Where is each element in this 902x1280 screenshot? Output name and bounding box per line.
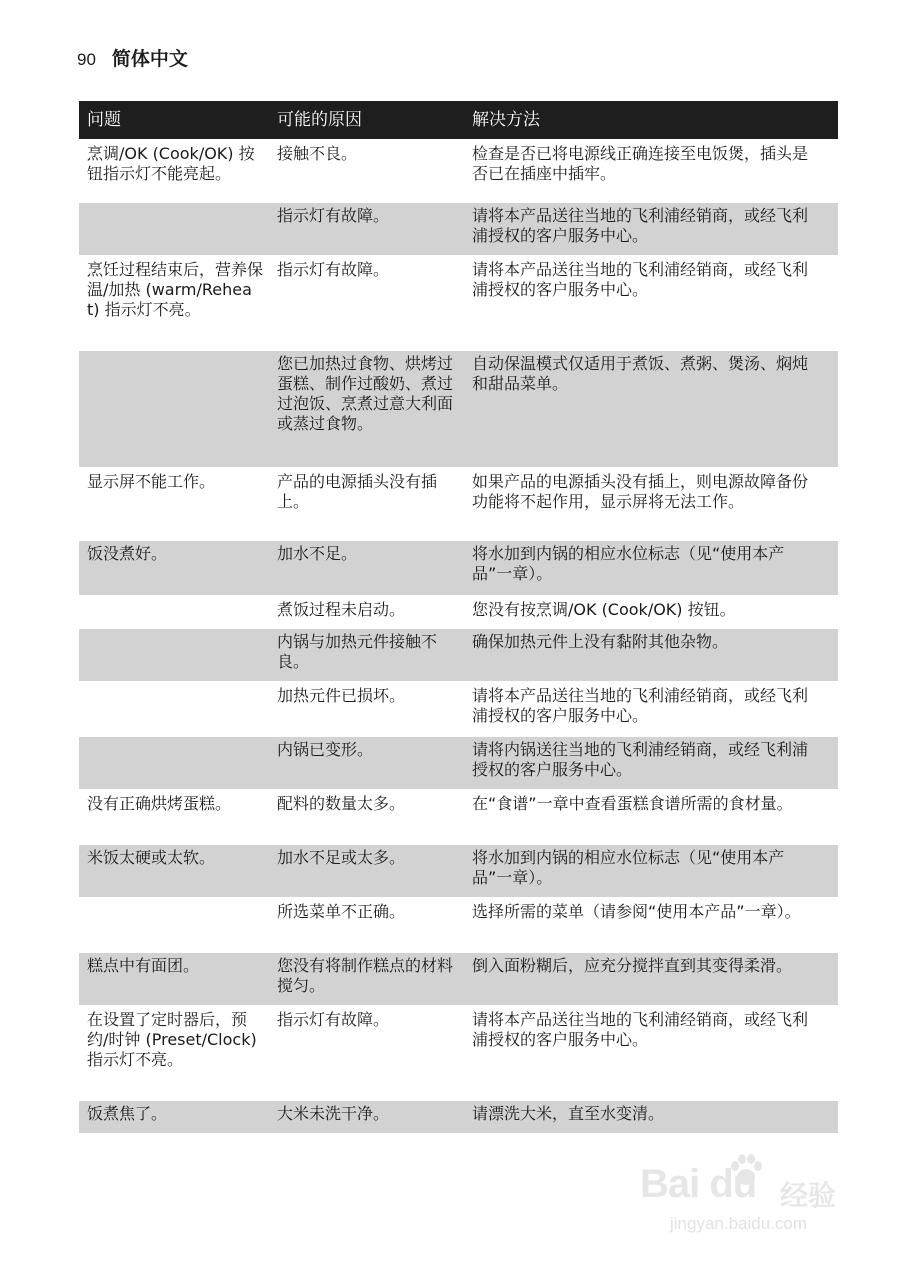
solution-cell: 您没有按烹调/OK (Cook/OK) 按钮。 xyxy=(472,600,736,619)
column-header-cause: 可能的原因 xyxy=(277,110,362,130)
solution-cell: 请将内锅送往当地的飞利浦经销商，或经飞利浦授权的客户服务中心。 xyxy=(472,740,809,779)
column-header-problem: 问题 xyxy=(87,110,121,130)
table-row xyxy=(79,141,838,201)
section-title: 简体中文 xyxy=(111,48,188,70)
table-row xyxy=(79,629,838,681)
watermark-brand: 经验 xyxy=(780,1179,837,1212)
baidu-jingyan-watermark xyxy=(640,1150,850,1250)
solution-cell: 确保加热元件上没有黏附其他杂物。 xyxy=(472,632,729,651)
watermark-logo: Bai du xyxy=(640,1162,757,1206)
problem-cell xyxy=(79,600,269,627)
table-row xyxy=(79,1007,838,1099)
cause-cell: 指示灯有故障。 xyxy=(277,206,390,225)
solution-cell: 请将本产品送往当地的飞利浦经销商，或经飞利浦授权的客户服务中心。 xyxy=(472,260,809,299)
problem-cell: 没有正确烘烤蛋糕。 xyxy=(87,794,232,813)
cause-cell: 加热元件已损坏。 xyxy=(277,686,406,705)
cause-cell: 指示灯有故障。 xyxy=(277,1010,390,1029)
problem-cell xyxy=(79,902,269,951)
solution-cell: 请将本产品送往当地的飞利浦经销商，或经飞利浦授权的客户服务中心。 xyxy=(472,206,809,245)
cause-cell: 煮饭过程未启动。 xyxy=(277,600,406,619)
cause-cell: 您已加热过食物、烘烤过蛋糕、制作过酸奶、煮过过泡饭、烹煮过意大利面或蒸过食物。 xyxy=(277,354,454,433)
cause-cell: 大米未洗干净。 xyxy=(277,1104,390,1123)
cause-cell: 内锅已变形。 xyxy=(277,740,374,759)
problem-cell xyxy=(79,632,269,681)
cause-cell: 所选菜单不正确。 xyxy=(277,902,406,921)
table-row xyxy=(79,899,838,951)
page-header xyxy=(77,44,188,71)
problem-cell xyxy=(79,206,269,255)
solution-cell: 请将本产品送往当地的飞利浦经销商，或经飞利浦授权的客户服务中心。 xyxy=(472,1010,809,1049)
problem-cell: 米饭太硬或太软。 xyxy=(87,848,216,867)
cause-cell: 您没有将制作糕点的材料搅匀。 xyxy=(277,956,454,995)
problem-cell xyxy=(79,686,269,735)
table-row xyxy=(79,203,838,255)
problem-cell: 烹调/OK (Cook/OK) 按钮指示灯不能亮起。 xyxy=(87,144,255,183)
column-header-solution: 解决方法 xyxy=(472,110,540,130)
cause-cell: 加水不足。 xyxy=(277,544,358,563)
cause-cell: 指示灯有故障。 xyxy=(277,260,390,279)
table-row xyxy=(79,469,838,539)
problem-cell: 饭没煮好。 xyxy=(87,544,168,563)
problem-cell: 糕点中有面团。 xyxy=(87,956,200,975)
problem-cell xyxy=(79,740,269,789)
troubleshooting-table xyxy=(79,101,838,1135)
table-row xyxy=(79,257,838,349)
cause-cell: 内锅与加热元件接触不良。 xyxy=(277,632,438,671)
problem-cell: 显示屏不能工作。 xyxy=(87,472,216,491)
table-row xyxy=(79,737,838,789)
cause-cell: 加水不足或太多。 xyxy=(277,848,406,867)
watermark-url: jingyan.baidu.com xyxy=(670,1214,808,1233)
cause-cell: 产品的电源插头没有插上。 xyxy=(277,472,438,511)
table-row xyxy=(79,845,838,897)
problem-cell: 在设置了定时器后，预约/时钟 (Preset/Clock) 指示灯不亮。 xyxy=(87,1010,257,1069)
cause-cell: 配料的数量太多。 xyxy=(277,794,406,813)
problem-cell: 烹饪过程结束后，营养保温/加热 (warm/Reheat) 指示灯不亮。 xyxy=(87,260,264,319)
solution-cell: 选择所需的菜单（请参阅“使用本产品”一章）。 xyxy=(472,902,801,921)
table-row xyxy=(79,597,838,627)
table-row xyxy=(79,953,838,1005)
paw-icon xyxy=(726,1150,766,1190)
solution-cell: 倒入面粉糊后，应充分搅拌直到其变得柔滑。 xyxy=(472,956,793,975)
problem-cell: 饭煮焦了。 xyxy=(87,1104,168,1123)
table-row xyxy=(79,351,838,467)
table-row xyxy=(79,541,838,595)
table-row xyxy=(79,1101,838,1133)
table-header xyxy=(79,101,838,139)
solution-cell: 如果产品的电源插头没有插上，则电源故障备份功能将不起作用，显示屏将无法工作。 xyxy=(472,472,809,511)
page-number: 90 xyxy=(77,50,96,69)
table-row xyxy=(79,683,838,735)
solution-cell: 请将本产品送往当地的飞利浦经销商，或经飞利浦授权的客户服务中心。 xyxy=(472,686,809,725)
cause-cell: 接触不良。 xyxy=(277,144,358,163)
solution-cell: 请漂洗大米，直至水变清。 xyxy=(472,1104,665,1123)
problem-cell xyxy=(79,354,269,467)
solution-cell: 将水加到内锅的相应水位标志（见“使用本产品”一章）。 xyxy=(472,544,785,583)
solution-cell: 检查是否已将电源线正确连接至电饭煲，插头是否已在插座中插牢。 xyxy=(472,144,809,183)
table-row xyxy=(79,791,838,843)
solution-cell: 在“食谱”一章中查看蛋糕食谱所需的食材量。 xyxy=(472,794,793,813)
solution-cell: 自动保温模式仅适用于煮饭、煮粥、煲汤、焖炖和甜品菜单。 xyxy=(472,354,809,393)
solution-cell: 将水加到内锅的相应水位标志（见“使用本产品”一章）。 xyxy=(472,848,785,887)
